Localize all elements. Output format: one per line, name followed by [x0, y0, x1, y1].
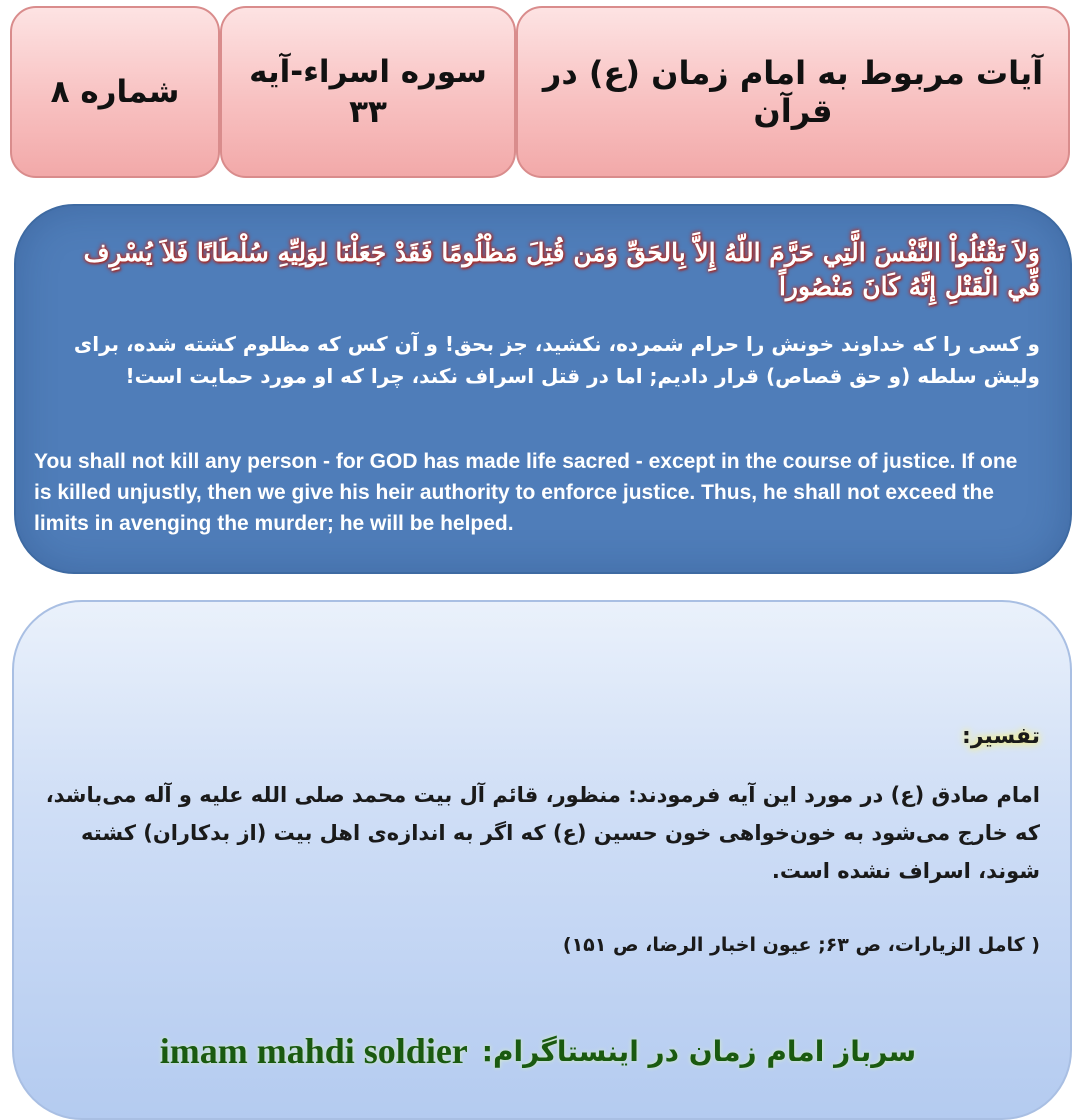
page-title: آیات مربوط به امام زمان (ع) در قرآن: [542, 54, 1044, 130]
surah-tab: [220, 6, 516, 178]
instagram-handle: imam mahdi soldier: [159, 1031, 468, 1071]
arabic-verse: وَلاَ تَقْتُلُواْ النَّفْسَ الَّتِي حَرَّمَ اللّهُ إِلاَّ بِالحَقِّ وَمَن قُتِلَ مَظْلُومًا فَقَدْ جَعَلْنَا لِوَلِيِّهِ سُلْطَانًا فَلاَ يُسْرِف فِّي الْقَتْلِ إِنَّهُ كَانَ مَنْصُوراً: [83, 238, 1040, 301]
source-citation: ( کامل الزیارات، ص ۶۳; عیون اخبار الرضا، ص ۱۵۱): [562, 934, 1040, 956]
instagram-caption: سرباز امام زمان در اینستاگرام:: [481, 1034, 917, 1068]
number-tab: [10, 6, 220, 178]
tafsir-heading: تفسیر:: [962, 724, 1040, 749]
surah-label: سوره اسراء-آیه: [249, 54, 487, 90]
ayah-number: ۳۳: [349, 94, 387, 130]
tafsir-text: امام صادق (ع) در مورد این آیه فرمودند: منظور، قائم آل بیت محمد صلی الله علیه و آله می‌باشد، که خارج می‌شود به خون‌خواهی خون حسین (ع) که اگر به اندازه‌ی اهل بیت (از بدکاران) کشته شوند، اسراف نشده است.: [45, 783, 1040, 883]
title-tab: [516, 6, 1070, 178]
english-translation: You shall not kill any person - for GOD has made life sacred - except in the course of justice. If one is killed unjustly, then we give his heir authority to enforce justice. Thus, he shall not exceed the limits in avenging the murder; he will be helped.: [34, 450, 1018, 535]
number-label: شماره ۸: [50, 74, 180, 110]
persian-translation: و کسی را که خداوند خونش را حرام شمرده، نکشید، جز بحق! و آن کس که مظلوم کشته شده، برای ولیش سلطه (و حق قصاص) قرار دادیم; اما در قتل اسراف نکند، چرا که او مورد حمایت است!: [73, 332, 1040, 388]
verse-panel: [14, 204, 1072, 574]
footer: [0, 1030, 1076, 1072]
